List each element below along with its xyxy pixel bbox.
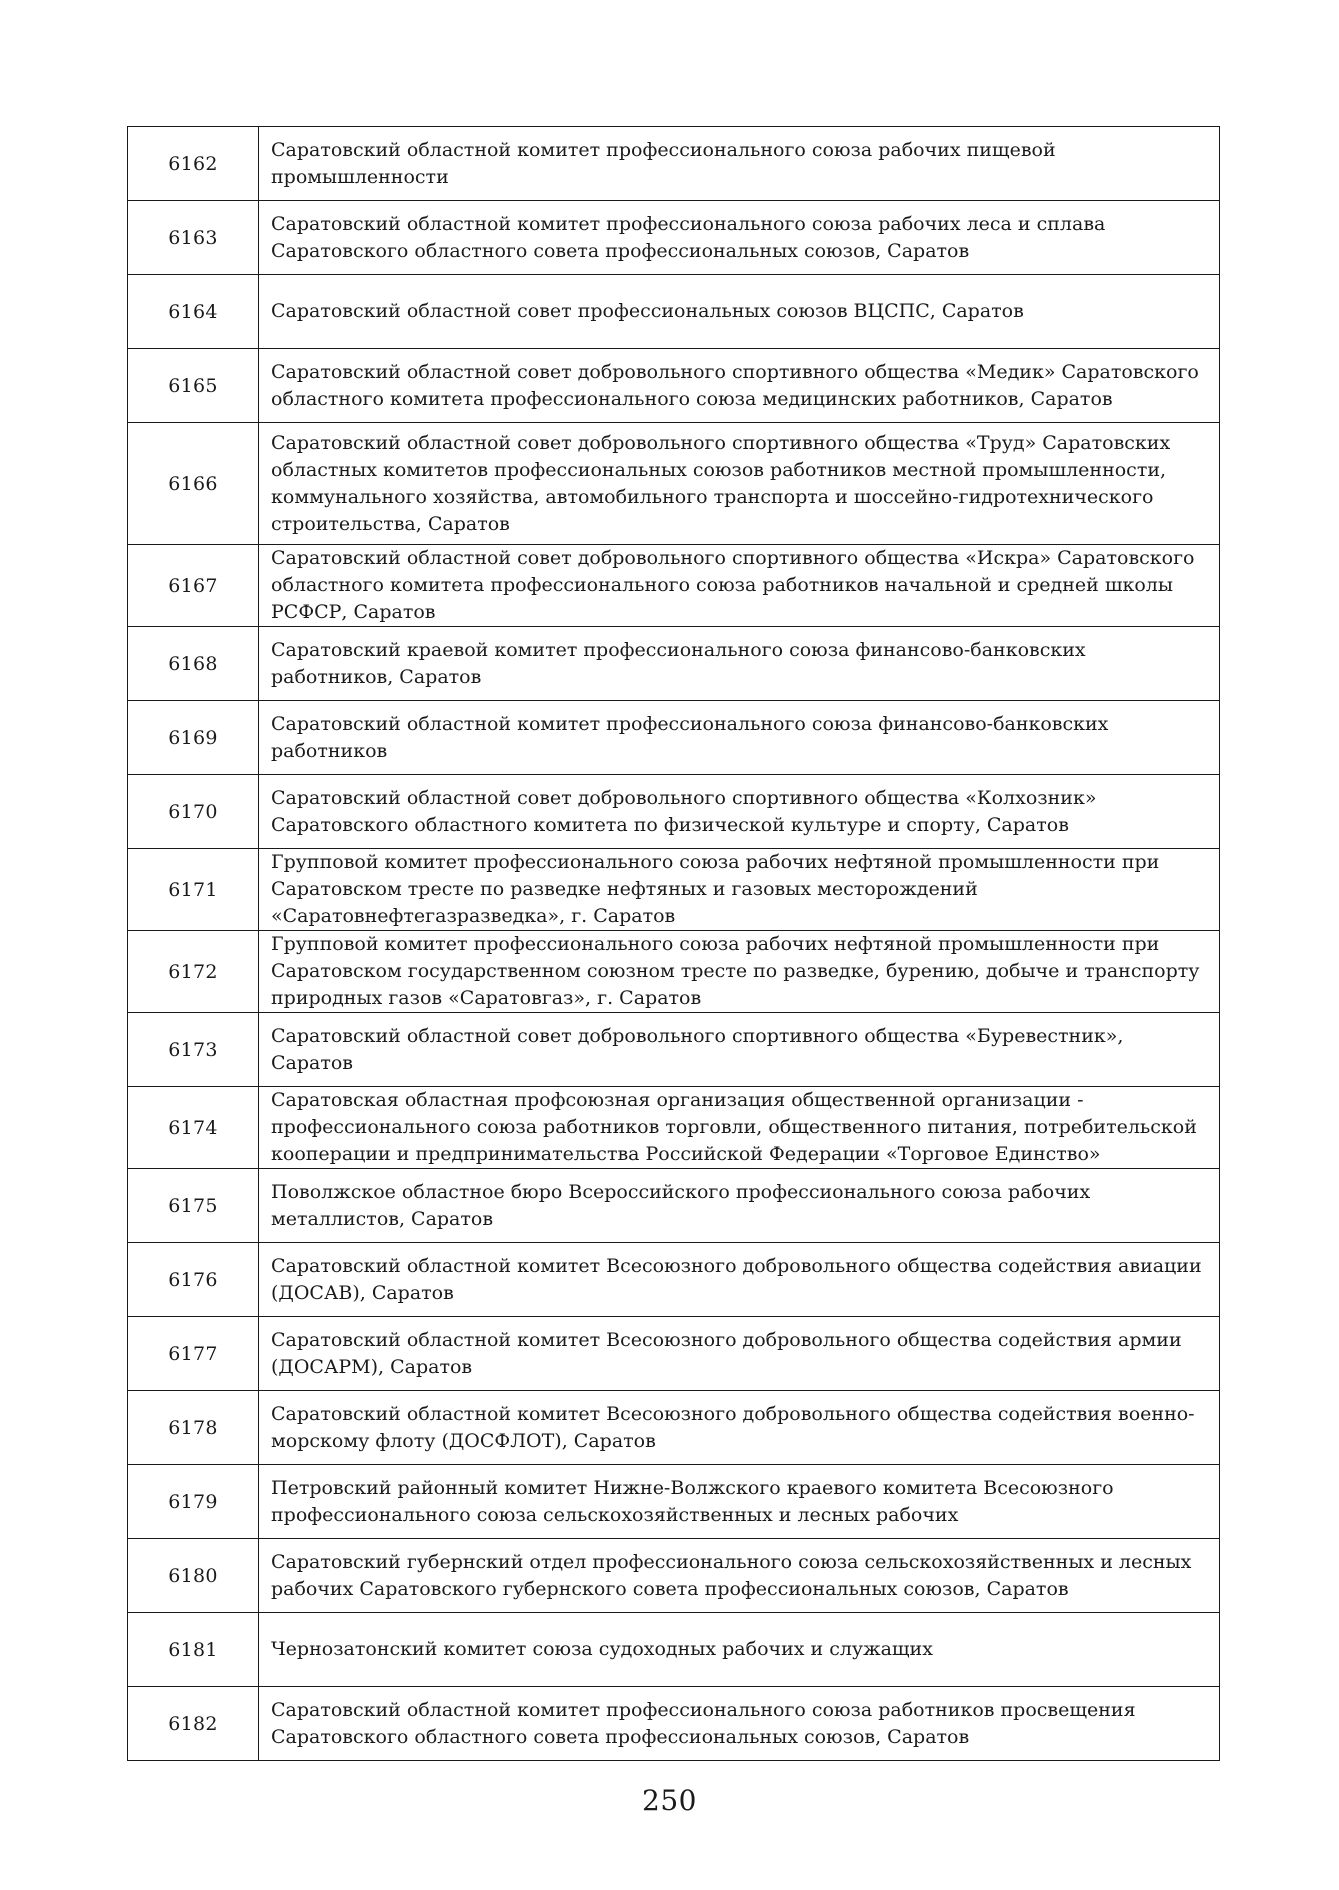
- table-row: [128, 627, 1220, 701]
- fund-number: 6175: [128, 1169, 259, 1243]
- fund-number: 6164: [128, 275, 259, 349]
- fund-title: Саратовский областной комитет Всесоюзного добровольного общества содействия военно-морскому флоту (ДОСФЛОТ), Саратов: [259, 1391, 1220, 1465]
- fund-title: Петровский районный комитет Нижне-Волжского краевого комитета Всесоюзного профессионального союза сельскохозяйственных и лесных рабочих: [259, 1465, 1220, 1539]
- fund-number: 6162: [128, 127, 259, 201]
- fund-title: Групповой комитет профессионального союза рабочих нефтяной промышленности при Саратовском тресте по разведке нефтяных и газовых месторождений «Саратовнефтегазразведка», г. Саратов: [259, 849, 1220, 931]
- fund-title: Саратовский областной комитет Всесоюзного добровольного общества содействия авиации (ДОСАВ), Саратов: [259, 1243, 1220, 1317]
- fund-number: 6182: [128, 1687, 259, 1761]
- table-row: [128, 1169, 1220, 1243]
- table-row: [128, 545, 1220, 627]
- archive-fund-table: [127, 126, 1220, 1761]
- table-row: [128, 1317, 1220, 1391]
- fund-title: Саратовский областной комитет профессионального союза финансово-банковских работников: [259, 701, 1220, 775]
- fund-number: 6174: [128, 1087, 259, 1169]
- fund-number: 6180: [128, 1539, 259, 1613]
- fund-title: Саратовский областной комитет профессионального союза рабочих пищевой промышленности: [259, 127, 1220, 201]
- fund-title: Групповой комитет профессионального союза рабочих нефтяной промышленности при Саратовском государственном союзном тресте по разведке, бурению, добыче и транспорту природных газов «Саратовгаз», г. Саратов: [259, 931, 1220, 1013]
- fund-title: Саратовский областной комитет профессионального союза рабочих леса и сплава Саратовского областного совета профессиональных союзов, Саратов: [259, 201, 1220, 275]
- fund-title: Саратовский областной совет добровольного спортивного общества «Искра» Саратовского областного комитета профессионального союза работников начальной и средней школы РСФСР, Саратов: [259, 545, 1220, 627]
- table-row: [128, 775, 1220, 849]
- fund-title: Саратовский областной совет добровольного спортивного общества «Медик» Саратовского областного комитета профессионального союза медицинских работников, Саратов: [259, 349, 1220, 423]
- fund-title: Саратовская областная профсоюзная организация общественной организации - профессионального союза работников торговли, общественного питания, потребительской кооперации и предпринимательства Российской Федерации «Торговое Единство»: [259, 1087, 1220, 1169]
- table-row: [128, 1013, 1220, 1087]
- table-row: [128, 275, 1220, 349]
- table-row: [128, 1465, 1220, 1539]
- fund-number: 6169: [128, 701, 259, 775]
- fund-number: 6177: [128, 1317, 259, 1391]
- fund-number: 6179: [128, 1465, 259, 1539]
- table-row: [128, 127, 1220, 201]
- fund-title: Саратовский областной совет профессиональных союзов ВЦСПС, Саратов: [259, 275, 1220, 349]
- fund-title: Саратовский губернский отдел профессионального союза сельскохозяйственных и лесных рабочих Саратовского губернского совета профессиональных союзов, Саратов: [259, 1539, 1220, 1613]
- table-row: [128, 1613, 1220, 1687]
- table-row: [128, 1087, 1220, 1169]
- fund-title: Саратовский областной совет добровольного спортивного общества «Труд» Саратовских областных комитетов профессиональных союзов работников местной промышленности, коммунального хозяйства, автомобильного транспорта и шоссейно-гидротехнического строительства, Саратов: [259, 423, 1220, 545]
- fund-title: Поволжское областное бюро Всероссийского профессионального союза рабочих металлистов, Саратов: [259, 1169, 1220, 1243]
- fund-number: 6181: [128, 1613, 259, 1687]
- fund-number: 6166: [128, 423, 259, 545]
- fund-number: 6167: [128, 545, 259, 627]
- table-row: [128, 201, 1220, 275]
- fund-number: 6171: [128, 849, 259, 931]
- fund-number: 6170: [128, 775, 259, 849]
- table-row: [128, 1687, 1220, 1761]
- table-row: [128, 1539, 1220, 1613]
- fund-title: Саратовский областной комитет профессионального союза работников просвещения Саратовского областного совета профессиональных союзов, Саратов: [259, 1687, 1220, 1761]
- table-row: [128, 1243, 1220, 1317]
- fund-title: Саратовский областной совет добровольного спортивного общества «Колхозник» Саратовского областного комитета по физической культуре и спорту, Саратов: [259, 775, 1220, 849]
- table-row: [128, 701, 1220, 775]
- fund-number: 6172: [128, 931, 259, 1013]
- fund-title: Саратовский краевой комитет профессионального союза финансово-банковских работников, Саратов: [259, 627, 1220, 701]
- fund-title: Чернозатонский комитет союза судоходных рабочих и служащих: [259, 1613, 1220, 1687]
- page-number: 250: [642, 1784, 697, 1817]
- table-row: [128, 849, 1220, 931]
- table-row: [128, 349, 1220, 423]
- fund-number: 6168: [128, 627, 259, 701]
- table-row: [128, 423, 1220, 545]
- fund-title: Саратовский областной комитет Всесоюзного добровольного общества содействия армии (ДОСАРМ), Саратов: [259, 1317, 1220, 1391]
- fund-number: 6176: [128, 1243, 259, 1317]
- fund-number: 6165: [128, 349, 259, 423]
- table-row: [128, 1391, 1220, 1465]
- fund-number: 6173: [128, 1013, 259, 1087]
- table-row: [128, 931, 1220, 1013]
- fund-number: 6178: [128, 1391, 259, 1465]
- fund-number: 6163: [128, 201, 259, 275]
- fund-title: Саратовский областной совет добровольного спортивного общества «Буревестник», Саратов: [259, 1013, 1220, 1087]
